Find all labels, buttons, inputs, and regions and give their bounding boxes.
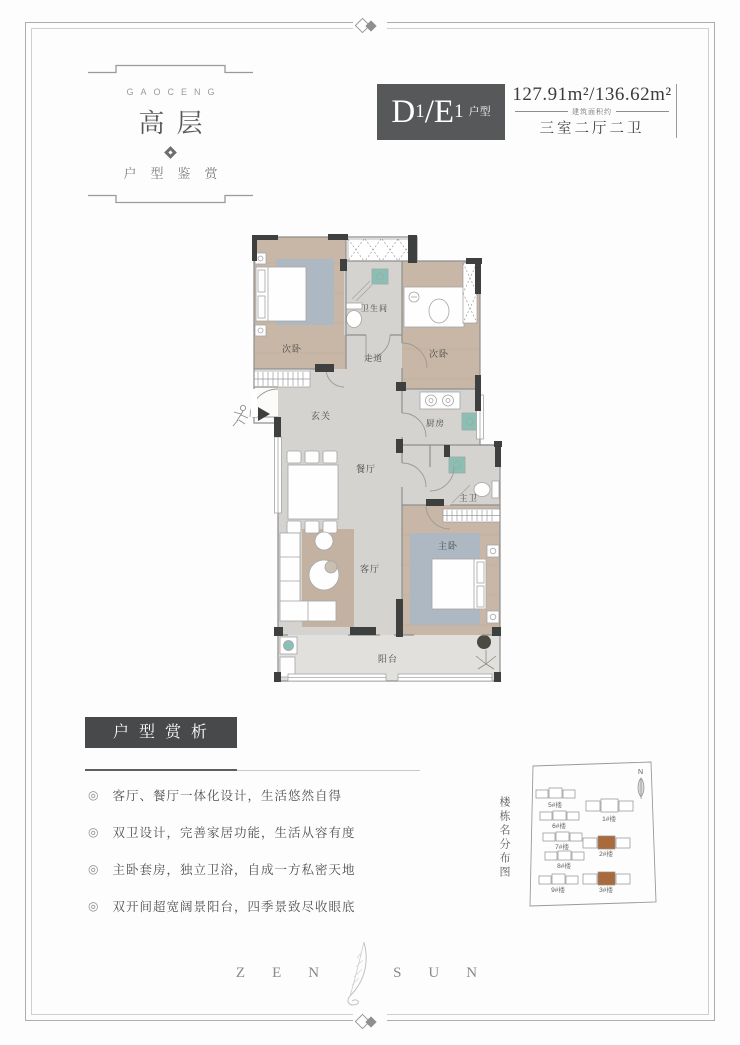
- series-subtitle: 户型鉴赏: [123, 166, 232, 181]
- header-vertical-divider: [676, 84, 677, 138]
- room-label: 厨房: [426, 418, 446, 428]
- building-label: 9#楼: [551, 887, 565, 894]
- bullseye-icon: ◎: [88, 787, 99, 802]
- unit-number: 1: [454, 101, 464, 122]
- building-label: 1#楼: [602, 816, 616, 823]
- entry-figure-sketch: [233, 405, 248, 426]
- room-label: 卫生间: [361, 304, 388, 313]
- building-location-map: [496, 750, 681, 930]
- area-value: 127.91m²/136.62m²: [512, 84, 672, 105]
- room-label: 次卧: [282, 344, 303, 354]
- unit-type-label: 户型: [468, 105, 491, 118]
- room-label: 走道: [364, 353, 384, 363]
- analysis-bullet: [88, 786, 438, 803]
- feather-quill-icon: [334, 938, 378, 1008]
- unit-letter: D: [391, 93, 416, 130]
- analysis-bullet-text: 客厅、餐厅一体化设计，生活悠然自得: [112, 788, 342, 803]
- room-label: 餐厅: [356, 464, 377, 474]
- room-label: 主卫: [459, 493, 479, 503]
- room-label: 阳台: [378, 654, 399, 664]
- header-left-block: [88, 64, 253, 204]
- north-arrow-icon: [638, 769, 644, 799]
- building-label: 8#楼: [557, 863, 571, 870]
- analysis-bullet-text: 主卧套房，独立卫浴，自成一方私密天地: [112, 862, 356, 877]
- small-diamond-icon: [164, 146, 177, 159]
- unit-divider: /: [424, 93, 434, 130]
- brand-left-text: ZEN: [235, 964, 347, 981]
- building-label: 5#楼: [548, 802, 562, 809]
- bottom-bracket-rule: [88, 194, 253, 204]
- brand-right-text: SUN: [393, 964, 505, 981]
- building-label: 7#楼: [555, 844, 569, 851]
- building-label: 2#楼: [599, 851, 613, 858]
- analysis-bullets: [88, 786, 438, 934]
- analysis-bullet: [88, 823, 438, 840]
- room-label: 主卧: [438, 541, 459, 551]
- room-label: 客厅: [360, 564, 381, 574]
- frame-bottom-diamond-ornament: [353, 1012, 387, 1030]
- analysis-bullet-text: 双开间超宽阔景阳台，四季景致尽收眼底: [112, 899, 356, 914]
- bullseye-icon: ◎: [88, 824, 99, 839]
- floor-plan: [230, 223, 525, 693]
- analysis-rule-light: [237, 770, 420, 771]
- analysis-bullet: [88, 860, 438, 877]
- area-info-block: [511, 84, 673, 140]
- area-note: 建筑面积约: [572, 108, 612, 116]
- room-layout-text: 三室二厅二卫: [539, 121, 645, 137]
- building-label: 6#楼: [552, 823, 566, 830]
- top-bracket-rule: [88, 64, 253, 74]
- analysis-title-box: 户型赏析: [85, 717, 237, 748]
- bullseye-icon: ◎: [88, 898, 99, 913]
- sitemap-title: 楼栋名分布图: [498, 796, 510, 880]
- frame-top-diamond-ornament: [353, 16, 387, 34]
- area-note-divider: [511, 107, 673, 117]
- building-label: 3#楼: [599, 887, 613, 894]
- analysis-bullet: [88, 897, 438, 914]
- unit-number: 1: [415, 101, 425, 122]
- room-label: 次卧: [429, 349, 450, 359]
- room-label: 玄关: [311, 411, 332, 421]
- buildings-right: [583, 799, 633, 885]
- analysis-bullet-text: 双卫设计，完善家居功能，生活从容有度: [112, 825, 356, 840]
- unit-name-box: [377, 84, 505, 140]
- brand-logo: [0, 938, 740, 1008]
- unit-letter: E: [433, 93, 455, 130]
- series-title: 高层: [138, 108, 215, 138]
- bullseye-icon: ◎: [88, 861, 99, 876]
- series-en-label: GAOCENG: [126, 87, 222, 97]
- analysis-rule-dark: [85, 769, 237, 771]
- north-label: N: [638, 769, 644, 776]
